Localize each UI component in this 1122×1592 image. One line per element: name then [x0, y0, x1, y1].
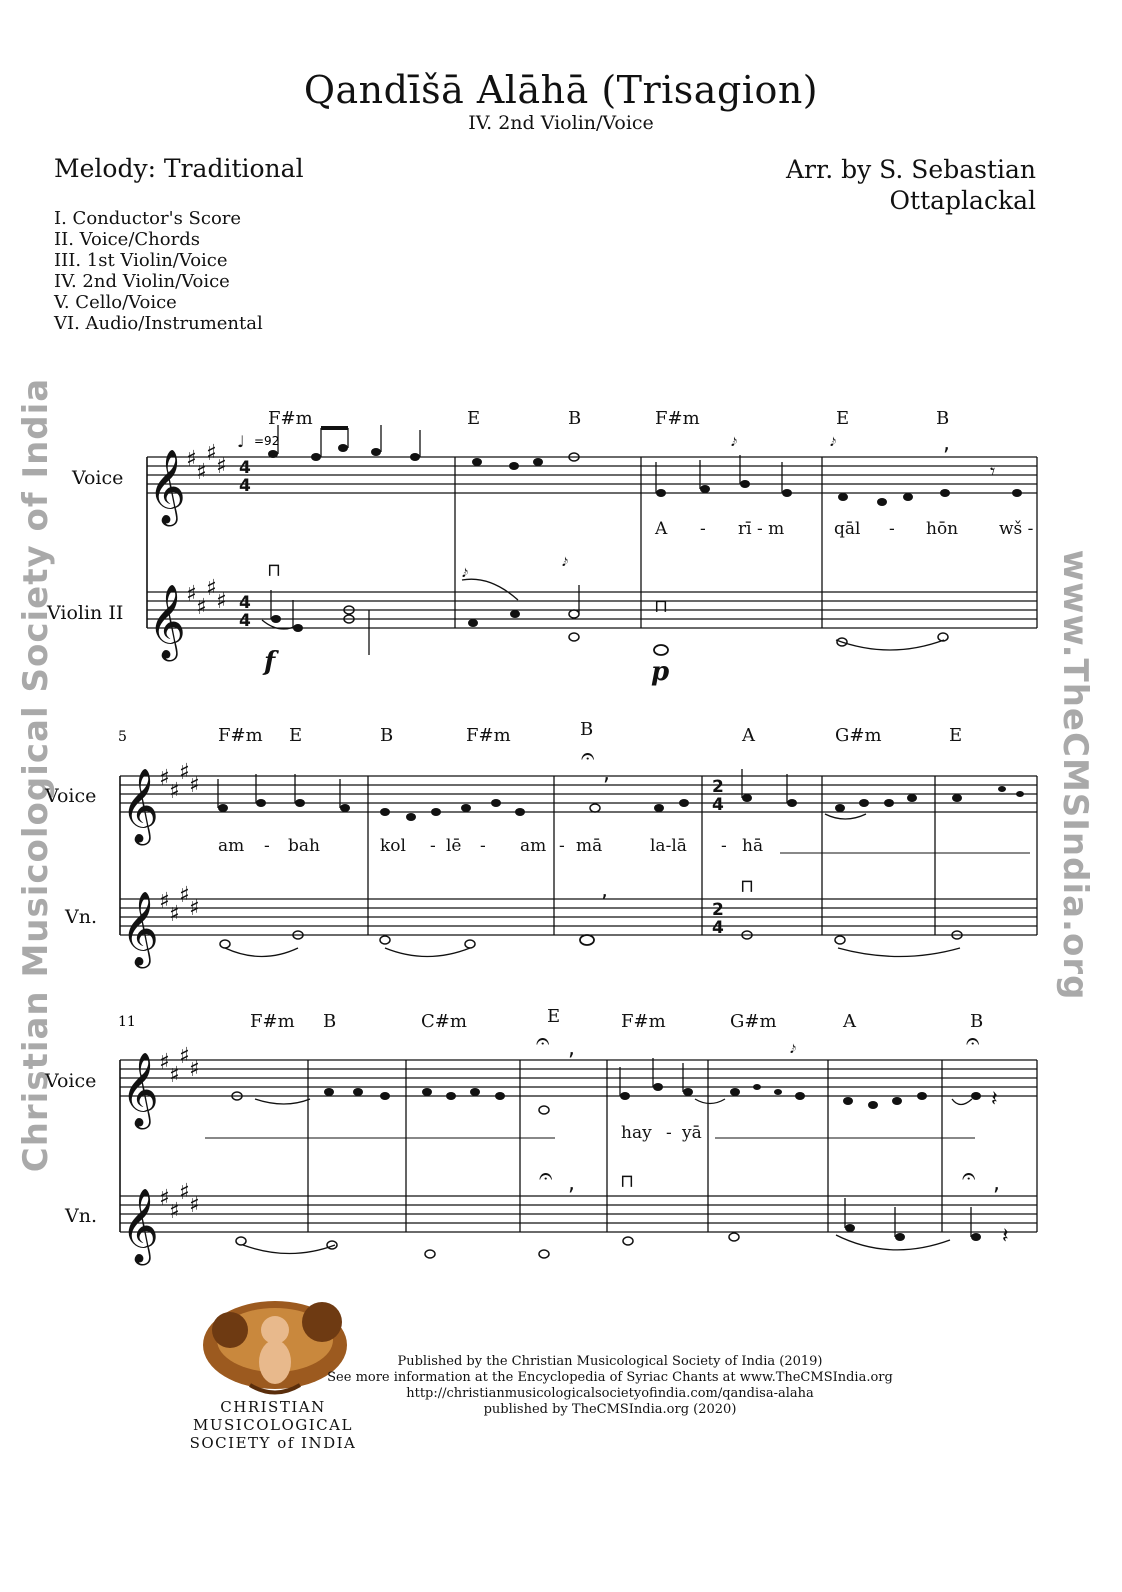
melody-credit: Melody: Traditional — [54, 154, 304, 183]
svg-text:♯: ♯ — [206, 576, 217, 601]
lyric-syllable: - — [559, 836, 565, 856]
logo-line: MUSICOLOGICAL — [193, 1416, 353, 1434]
chord-symbol: B — [970, 1011, 984, 1032]
breath-mark-icon: , — [601, 878, 608, 903]
lyric-syllable: - — [480, 836, 486, 856]
svg-text:♯: ♯ — [169, 779, 180, 804]
chord-symbol: E — [467, 408, 481, 429]
fermata-icon: 𝄐 — [539, 1162, 553, 1190]
chord-symbol: F#m — [655, 408, 700, 429]
lyric-syllable: hā — [742, 836, 764, 856]
lyric-syllable: mā — [576, 836, 603, 856]
tempo-marking: =92 — [254, 434, 280, 448]
chord-symbol: B — [323, 1011, 337, 1032]
chord-symbol: A — [742, 725, 755, 746]
arranger-line-2: Ottaplackal — [889, 186, 1036, 215]
chord-symbol: B — [568, 408, 582, 429]
mordent-icon: 𝆔 — [830, 430, 837, 451]
lyric-syllable: lē — [446, 836, 462, 856]
mordent-icon: 𝆔 — [562, 550, 569, 571]
quarter-rest-icon: 𝄽 — [991, 1087, 998, 1112]
lyric-syllable: kol — [380, 836, 406, 856]
staff-label-voice: Voice — [45, 1070, 97, 1092]
part-item: II. Voice/Chords — [54, 229, 200, 250]
treble-clef-icon: 𝄞 — [148, 450, 186, 524]
measure-number: 5 — [118, 729, 127, 745]
key-signature — [159, 441, 227, 1224]
svg-text:4: 4 — [239, 593, 251, 613]
lyric-syllable: yā — [682, 1123, 702, 1143]
fermata-icon: 𝄐 — [962, 1162, 976, 1190]
chord-symbol: A — [843, 1011, 856, 1032]
treble-clef-icon: 𝄞 — [121, 1053, 159, 1127]
breath-mark-icon: , — [568, 1036, 575, 1061]
lyric-syllable: bah — [288, 836, 320, 856]
staff-label-voice: Voice — [72, 467, 124, 489]
quarter-rest-icon: 𝄽 — [1002, 1224, 1009, 1249]
svg-text:4: 4 — [239, 611, 251, 631]
chord-symbol: F#m — [218, 725, 263, 746]
svg-text:♯: ♯ — [196, 460, 207, 485]
treble-clef-icon: 𝄞 — [121, 892, 159, 966]
lyric-syllable: - — [430, 836, 436, 856]
svg-text:2: 2 — [712, 777, 724, 797]
fermata-icon: 𝄐 — [536, 1027, 550, 1055]
fermata-icon: 𝄐 — [966, 1027, 980, 1055]
chord-symbol: G#m — [835, 725, 882, 746]
lyric-syllable: hōn — [926, 519, 959, 539]
staff-label-violin: Vn. — [65, 906, 97, 928]
lyric-syllable: - — [700, 519, 706, 539]
chord-symbol: E — [547, 1006, 561, 1027]
publication-info — [300, 1354, 920, 1418]
treble-clef-icon: 𝄞 — [121, 1189, 159, 1263]
watermark-right: www.TheCMSIndia.org — [1055, 549, 1095, 1001]
svg-text:4: 4 — [239, 476, 251, 496]
fermata-icon: 𝄐 — [581, 742, 595, 770]
svg-text:♯: ♯ — [189, 773, 200, 798]
measure-number: 11 — [118, 1014, 136, 1030]
publication-line: Published by the Christian Musicological Society of India (2019) — [397, 1354, 823, 1369]
score-subtitle: IV. 2nd Violin/Voice — [468, 112, 654, 134]
staff-violin-3 — [120, 1196, 1037, 1232]
part-item: VI. Audio/Instrumental — [54, 313, 263, 334]
svg-text:2: 2 — [712, 900, 724, 920]
staff-label-violin: Violin II — [47, 602, 124, 624]
svg-text:♯: ♯ — [206, 441, 217, 466]
lyric-syllable: wš - — [999, 519, 1034, 539]
staff-label-violin: Vn. — [65, 1205, 97, 1227]
chord-symbol: C#m — [421, 1011, 467, 1032]
svg-text:♯: ♯ — [159, 1050, 170, 1075]
logo-line: SOCIETY of INDIA — [189, 1434, 357, 1452]
svg-text:♯: ♯ — [169, 1199, 180, 1224]
lyric-syllable: hay — [621, 1123, 652, 1143]
lyric-syllable: A — [655, 519, 668, 539]
eighth-rest-icon: 𝄾 — [990, 459, 996, 483]
svg-text:♯: ♯ — [159, 889, 170, 914]
lyric-syllable: - — [889, 519, 895, 539]
staff-voice-3 — [120, 1060, 1037, 1096]
staff-voice-1 — [147, 457, 1037, 493]
staff-violin-2 — [120, 899, 1037, 935]
lyric-syllable: am — [520, 836, 547, 856]
lyric-syllable: - — [721, 836, 727, 856]
svg-text:♯: ♯ — [179, 760, 190, 785]
svg-text:♯: ♯ — [189, 1193, 200, 1218]
lyric-syllable: - — [666, 1123, 672, 1143]
down-bow-icon: ⊓ — [620, 1171, 635, 1192]
svg-text:♯: ♯ — [186, 447, 197, 472]
down-bow-icon: ⊓ — [267, 560, 282, 581]
svg-text:4: 4 — [712, 795, 724, 815]
mordent-icon: 𝆔 — [462, 561, 469, 582]
chord-symbol: F#m — [621, 1011, 666, 1032]
chord-symbol: F#m — [250, 1011, 295, 1032]
lyric-syllable: am — [218, 836, 245, 856]
staff-voice-2 — [120, 776, 1037, 812]
dynamic-marking: p — [651, 657, 670, 687]
watermark-left: Christian Musicological Society of India — [16, 377, 56, 1173]
staff-violin-1 — [147, 592, 1037, 628]
chord-symbol: E — [289, 725, 303, 746]
part-item: IV. 2nd Violin/Voice — [54, 271, 230, 292]
arranger-line-1: Arr. by S. Sebastian — [785, 155, 1036, 184]
part-item: I. Conductor's Score — [54, 208, 242, 229]
svg-text:♯: ♯ — [216, 589, 227, 614]
dynamic-marking: f — [264, 647, 276, 677]
svg-text:♯: ♯ — [216, 454, 227, 479]
svg-text:♯: ♯ — [169, 902, 180, 927]
svg-text:4: 4 — [712, 918, 724, 938]
mordent-icon: 𝆔 — [731, 430, 738, 451]
time-signature — [239, 458, 724, 938]
logo-line: CHRISTIAN — [220, 1398, 326, 1416]
chord-symbol: G#m — [730, 1011, 777, 1032]
svg-text:♯: ♯ — [179, 1180, 190, 1205]
staff-label-voice: Voice — [45, 785, 97, 807]
lyric-syllable: la-lā — [650, 836, 687, 856]
svg-text:♯: ♯ — [159, 1186, 170, 1211]
chord-symbol: B — [380, 725, 394, 746]
mordent-icon: 𝆔 — [790, 1037, 797, 1058]
score-title: Qandīšā Alāhā (Trisagion) — [303, 68, 819, 112]
treble-clef-icon: 𝄞 — [121, 769, 159, 843]
breath-mark-icon: , — [603, 761, 610, 786]
chord-symbol: F#m — [268, 408, 313, 429]
part-item: III. 1st Violin/Voice — [54, 250, 228, 271]
svg-text:♯: ♯ — [189, 1057, 200, 1082]
chord-symbol: B — [936, 408, 950, 429]
publication-line: published by TheCMSIndia.org (2020) — [483, 1402, 737, 1417]
down-bow-icon: ⊓ — [740, 876, 755, 897]
lyric-syllable: rī - m — [738, 519, 785, 539]
svg-text:♯: ♯ — [169, 1063, 180, 1088]
publication-line[interactable]: See more information at the Encyclopedia of Syriac Chants at www.TheCMSIndia.org — [327, 1370, 893, 1385]
chord-symbol: F#m — [466, 725, 511, 746]
chord-symbol: E — [949, 725, 963, 746]
breath-mark-icon: , — [568, 1171, 575, 1196]
quarter-note-icon: ♩ — [237, 432, 245, 451]
breath-mark-icon: , — [943, 431, 950, 456]
part-item: V. Cello/Voice — [54, 292, 177, 313]
svg-text:♯: ♯ — [196, 595, 207, 620]
lyric-syllable: qāl — [834, 519, 861, 539]
breath-mark-icon: , — [993, 1171, 1000, 1196]
svg-text:♯: ♯ — [179, 1044, 190, 1069]
chord-symbol: B — [580, 719, 594, 740]
svg-text:♯: ♯ — [159, 766, 170, 791]
treble-clef-icon: 𝄞 — [148, 585, 186, 659]
svg-text:♯: ♯ — [189, 896, 200, 921]
svg-text:♯: ♯ — [186, 582, 197, 607]
svg-text:♯: ♯ — [179, 883, 190, 908]
down-bow-icon: ⊓ — [654, 596, 669, 617]
publication-link[interactable]: http://christianmusicologicalsocietyofindia.com/qandisa-alaha — [406, 1386, 814, 1401]
lyric-syllable: - — [264, 836, 270, 856]
svg-text:4: 4 — [239, 458, 251, 478]
chord-symbol: E — [836, 408, 850, 429]
